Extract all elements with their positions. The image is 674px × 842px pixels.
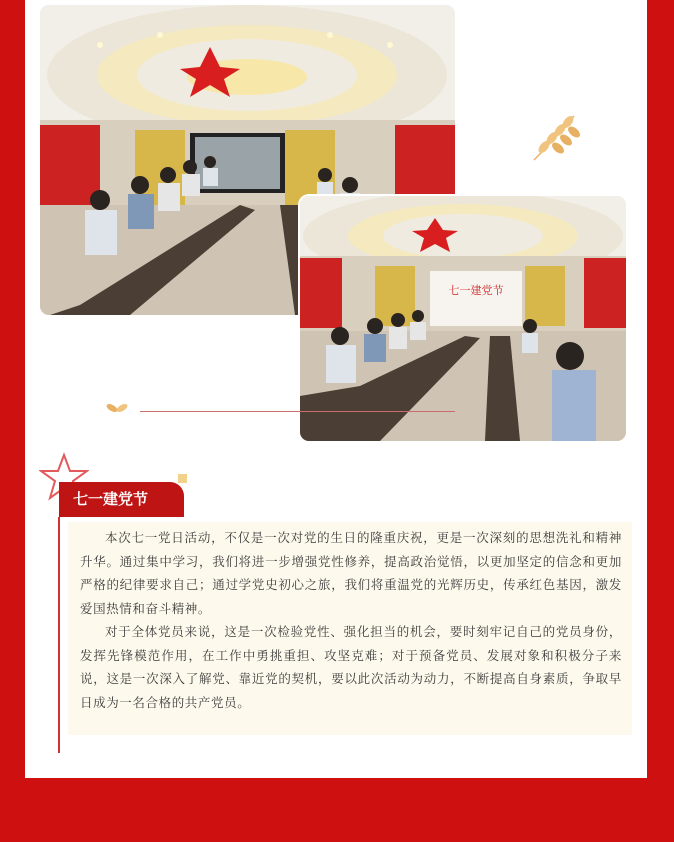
- leaf-icon: [104, 400, 130, 416]
- vertical-accent-line: [58, 517, 60, 753]
- meeting-room-photo-2: [300, 196, 626, 441]
- screen-title: 七一建党节: [448, 284, 504, 297]
- decor-square: [178, 474, 187, 483]
- section-title: 七一建党节: [59, 482, 184, 517]
- paragraph: 对于全体党员来说，这是一次检验党性、强化担当的机会，要时刻牢记自己的党员身份，发挥先锋模范作用，在工作中勇挑重担、攻坚克难；对于预备党员、发展对象和积极分子来说，这是一次深入了解党、靠近党的契机，要以此次活动为动力，不断提高自身素质，争取早日成为一名合格的共产党员。: [80, 624, 622, 710]
- paragraph: 本次七一党日活动，不仅是一次对党的生日的隆重庆祝，更是一次深刻的思想洗礼和精神升华。通过集中学习，我们将进一步增强党性修养，提高政治觉悟，以更加坚定的信念和更加严格的纪律要求自己；通过学党史初心之旅，我们将重温党的光辉历史，传承红色基因，激发爱国热情和奋斗精神。: [80, 530, 622, 616]
- wheat-icon: [528, 110, 580, 166]
- article-body: [68, 522, 632, 735]
- divider-line: [140, 411, 455, 412]
